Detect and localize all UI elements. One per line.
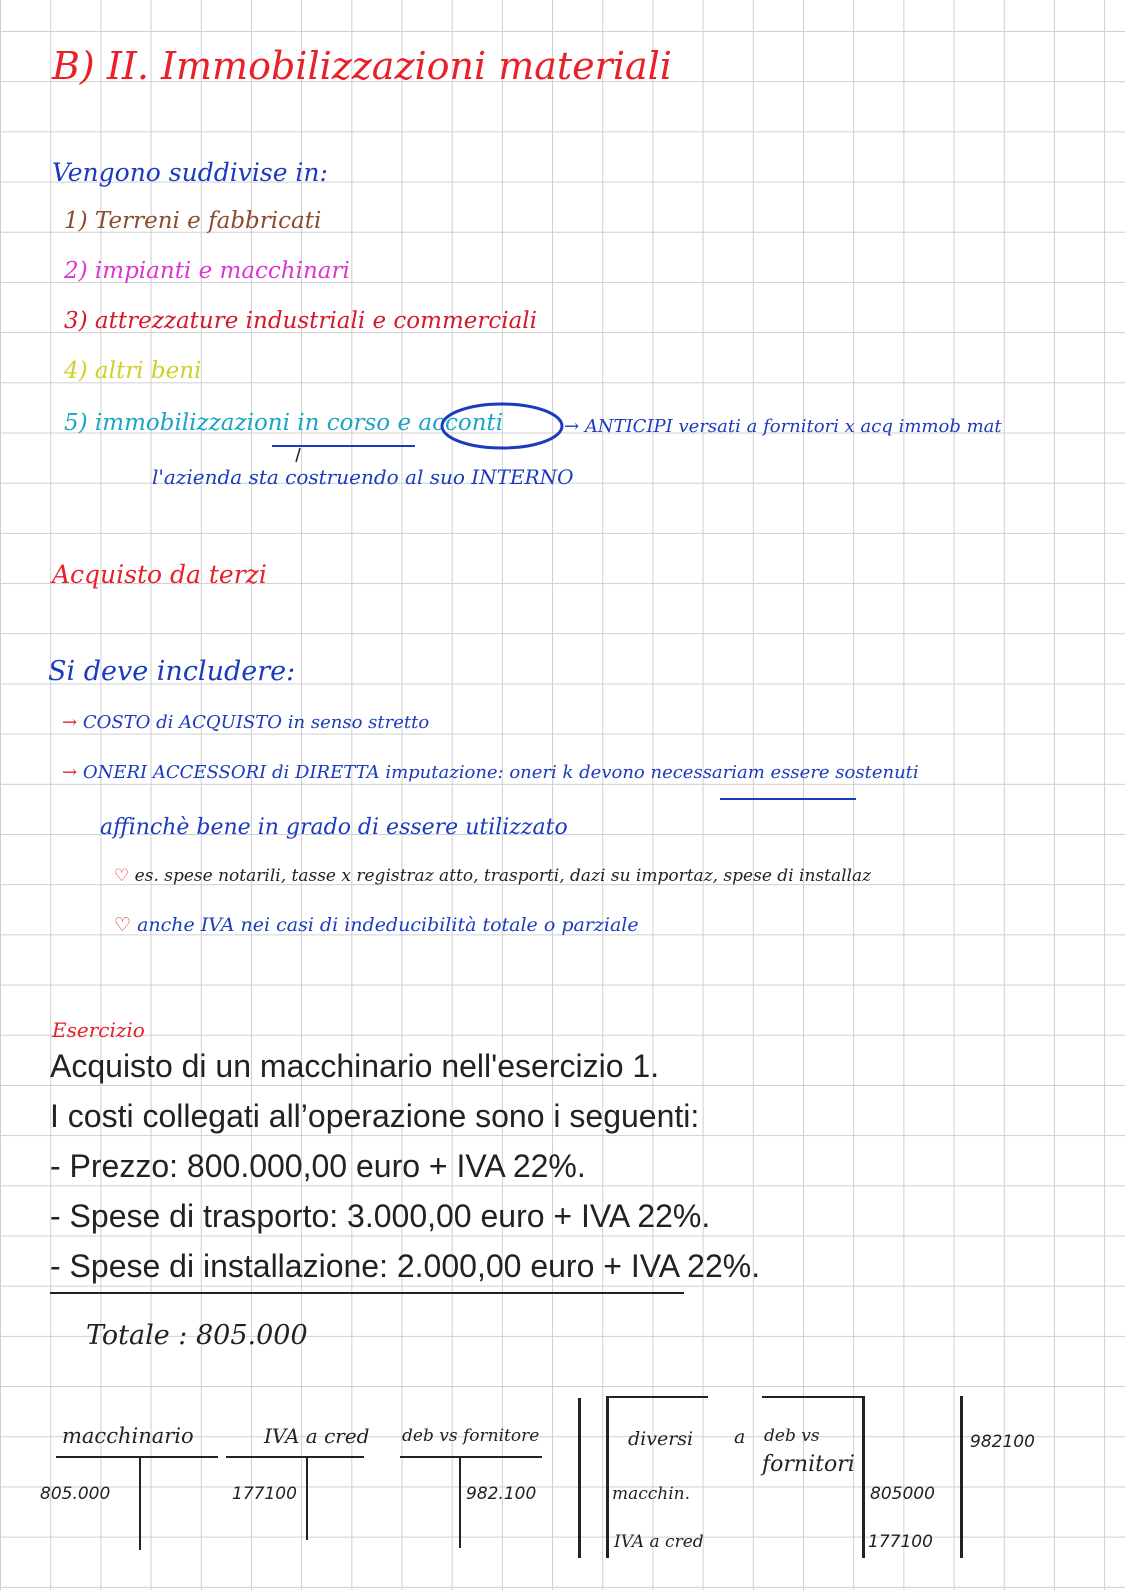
journal-diversi: diversi — [628, 1428, 694, 1450]
exercise-line-4: - Spese di trasporto: 3.000,00 euro + IVA 22%. — [50, 1198, 711, 1234]
acconti-circle — [440, 400, 570, 452]
t-account-left-value: 805.000 — [40, 1484, 111, 1504]
t-account-vline — [459, 1456, 461, 1548]
category-item-2 — [64, 258, 350, 284]
acconti-note: → ANTICIPI versati a fornitori x acq immob mat — [564, 416, 1002, 437]
category-num: 2) — [64, 258, 88, 284]
section-acquisto: Acquisto da terzi — [52, 560, 267, 589]
t-account-vline — [139, 1456, 141, 1550]
journal-top-rule-2 — [762, 1396, 864, 1398]
exercise-line-1: Acquisto di un macchinario nell'esercizio 1. — [50, 1048, 660, 1084]
intro-text: Vengono suddivise in: — [52, 158, 328, 187]
heart-item-1: ♡ es. spese notarili, tasse x registraz atto, trasporti, dazi su importaz, spese di installaz — [114, 866, 872, 886]
t-account-hline — [56, 1456, 218, 1458]
journal-deb-vs: deb vs — [764, 1426, 820, 1446]
category-num: 5) — [64, 410, 88, 436]
necessariam-underline — [720, 797, 860, 803]
t-account-name: macchinario — [62, 1424, 194, 1448]
journal-mid-rule — [862, 1396, 865, 1558]
in-corso-underline — [270, 444, 420, 464]
category-item-5 — [64, 410, 503, 436]
in-corso-note: l'azienda sta costruendo al suo INTERNO — [152, 465, 574, 489]
arrow-item-2: → ONERI ACCESSORI di DIRETTA imputazione: oneri k devono necessariam essere sostenuti — [62, 762, 919, 783]
journal-left-rule — [606, 1398, 609, 1558]
t-account-hline — [226, 1456, 364, 1458]
category-text: attrezzature industriali e commerciali — [94, 308, 538, 334]
category-num: 3) — [64, 308, 88, 334]
category-item-4 — [64, 358, 201, 384]
page-title: B) II. Immobilizzazioni materiali — [52, 44, 672, 88]
journal-row-amount: 805000 — [870, 1484, 935, 1504]
totale-text: Totale : 805.000 — [86, 1320, 308, 1351]
t-account-right-value: 982.100 — [466, 1484, 537, 1504]
si-deve-heading: Si deve includere: — [48, 656, 296, 687]
arrow-icon: → — [564, 416, 585, 437]
arrow-icon: → — [62, 712, 83, 733]
journal-a: a — [734, 1426, 746, 1448]
journal-right-rule — [960, 1396, 963, 1558]
category-text: immobilizzazioni in corso e acconti — [94, 410, 504, 436]
exercise-line-2: I costi collegati all’operazione sono i seguenti: — [50, 1098, 700, 1134]
category-item-3 — [64, 308, 537, 334]
journal-fornitori: fornitori — [762, 1452, 855, 1477]
esercizio-label: Esercizio — [52, 1018, 145, 1042]
category-text: Terreni e fabbricati — [94, 208, 322, 234]
category-num: 1) — [64, 208, 88, 234]
category-text: impianti e macchinari — [94, 258, 350, 284]
category-item-1 — [64, 208, 321, 234]
t-account-left-value: 177100 — [232, 1484, 297, 1504]
exercise-line-3: - Prezzo: 800.000,00 euro + IVA 22%. — [50, 1148, 586, 1184]
journal-row-amount: 177100 — [868, 1532, 933, 1552]
heart-icon: ♡ — [114, 914, 138, 936]
t-account-name: deb vs fornitore — [402, 1426, 540, 1446]
journal-row-label: IVA a cred — [614, 1532, 704, 1552]
t-account-vline — [306, 1456, 308, 1540]
exercise-underline — [50, 1292, 684, 1294]
journal-left-double-rule — [578, 1398, 581, 1558]
exercise-line-5: - Spese di installazione: 2.000,00 euro + IVA 22%. — [50, 1248, 761, 1284]
arrow-icon: → — [62, 762, 83, 783]
arrow-item-3: affinchè bene in grado di essere utilizzato — [100, 815, 568, 840]
category-text: altri beni — [94, 358, 202, 384]
arrow-item-1: → COSTO di ACQUISTO in senso stretto — [62, 712, 430, 733]
t-account-name: IVA a cred — [264, 1424, 370, 1448]
heart-icon: ♡ — [114, 866, 135, 886]
journal-total: 982100 — [970, 1432, 1035, 1452]
category-num: 4) — [64, 358, 88, 384]
journal-row-label: macchin. — [612, 1484, 691, 1504]
journal-top-rule — [606, 1396, 708, 1398]
heart-item-2: ♡ anche IVA nei casi di indeducibilità totale o parziale — [114, 914, 639, 936]
t-account-hline — [400, 1456, 542, 1458]
